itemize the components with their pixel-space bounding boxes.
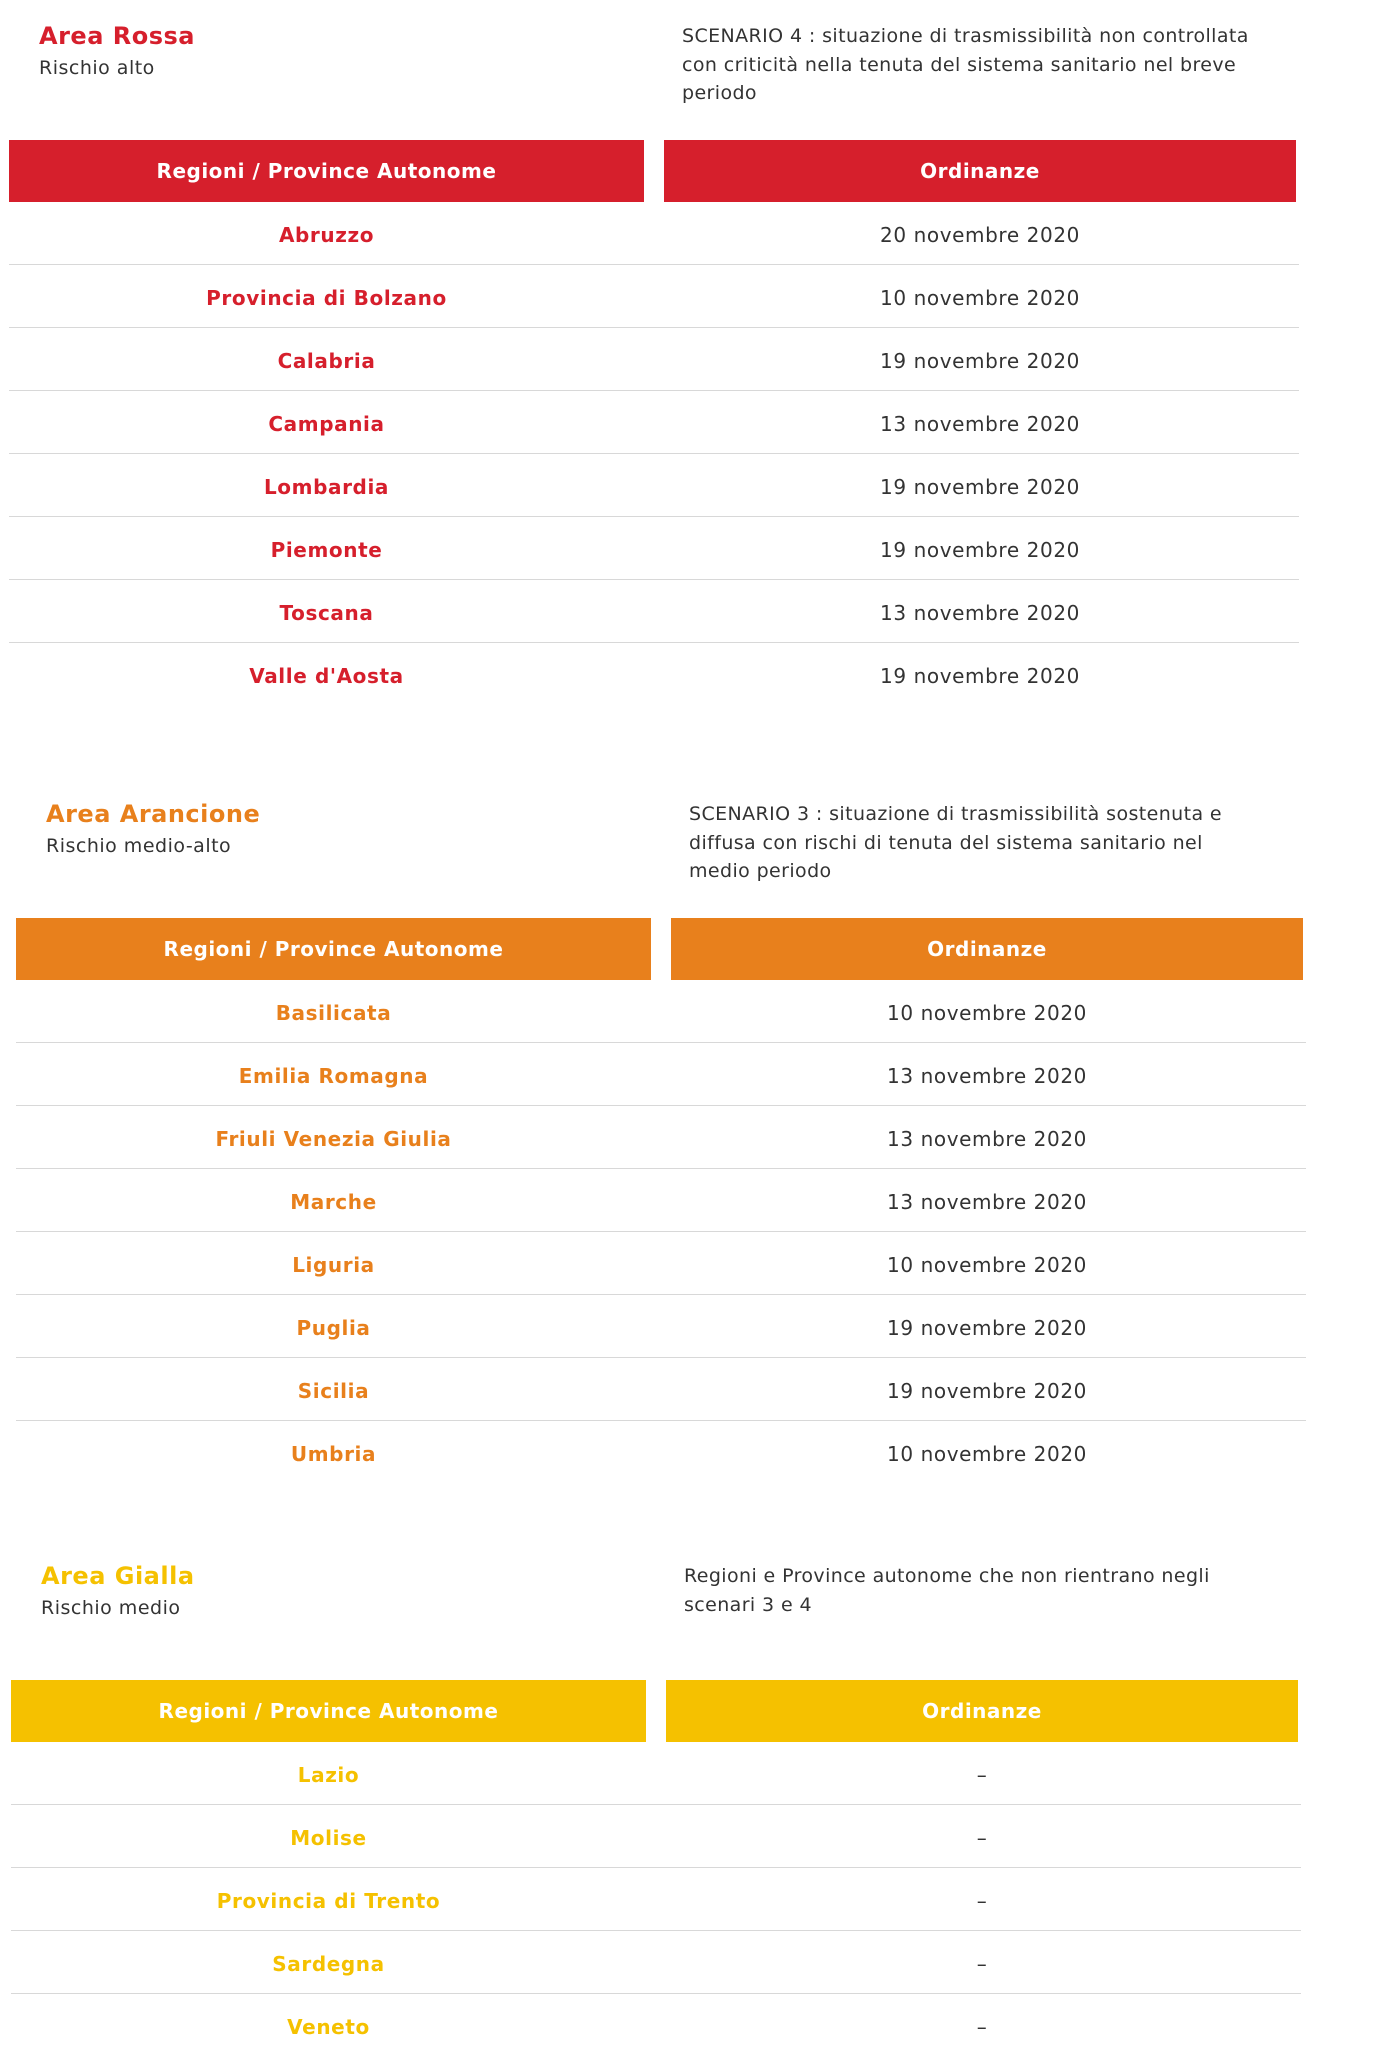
- region-name: Friuli Venezia Giulia: [215, 1127, 452, 1151]
- ordinance-date: 10 novembre 2020: [887, 1253, 1087, 1277]
- area-title: Area Rossa: [39, 22, 195, 50]
- column-header-ordinanze: Ordinanze: [666, 1680, 1298, 1742]
- region-name: Valle d'Aosta: [249, 664, 404, 688]
- ordinance-date: 13 novembre 2020: [887, 1190, 1087, 1214]
- region-name: Basilicata: [275, 1001, 392, 1025]
- ordinance-date: 13 novembre 2020: [880, 412, 1080, 436]
- risk-level: Rischio alto: [39, 57, 155, 79]
- table-row: [11, 1805, 1301, 1868]
- region-name: Abruzzo: [278, 223, 375, 247]
- table-row: [16, 1421, 1306, 1484]
- scenario-description: SCENARIO 3 : situazione di trasmissibilità sostenuta e diffusa con rischi di tenuta del sistema sanitario nel medio periodo: [689, 803, 1223, 882]
- column-header-region: Regioni / Province Autonome: [11, 1680, 646, 1742]
- table-header: [16, 918, 1306, 980]
- column-header-ordinanze: Ordinanze: [671, 918, 1303, 980]
- region-name: Puglia: [296, 1316, 371, 1340]
- table-row: [9, 580, 1299, 643]
- region-name: Provincia di Bolzano: [206, 286, 447, 310]
- area-gialla-section: [11, 1540, 1301, 2057]
- ordinance-date: 19 novembre 2020: [880, 538, 1080, 562]
- region-name: Molise: [290, 1826, 367, 1850]
- table-row: [11, 1868, 1301, 1931]
- table-body: [11, 1742, 1301, 2057]
- region-name: Marche: [290, 1190, 377, 1214]
- area-title: Area Gialla: [41, 1562, 195, 1590]
- region-name: Umbria: [290, 1442, 377, 1466]
- table-row: [16, 980, 1306, 1043]
- table-row: [16, 1043, 1306, 1106]
- ordinance-date: 10 novembre 2020: [880, 286, 1080, 310]
- table-row: [9, 328, 1299, 391]
- region-name: Piemonte: [270, 538, 383, 562]
- risk-level: Rischio medio-alto: [46, 835, 232, 857]
- table-body: [9, 202, 1299, 706]
- ordinance-date: 10 novembre 2020: [887, 1442, 1087, 1466]
- table-row: [11, 1742, 1301, 1805]
- ordinance-date: –: [976, 1763, 988, 1787]
- region-name: Sicilia: [297, 1379, 370, 1403]
- ordinance-date: 19 novembre 2020: [880, 664, 1080, 688]
- table-row: [16, 1232, 1306, 1295]
- column-header-region: Regioni / Province Autonome: [9, 140, 644, 202]
- area-rossa-section: [9, 0, 1299, 706]
- table-row: [9, 517, 1299, 580]
- column-header-region: Regioni / Province Autonome: [16, 918, 651, 980]
- table-row: [9, 265, 1299, 328]
- ordinance-date: 13 novembre 2020: [880, 601, 1080, 625]
- table-row: [11, 1931, 1301, 1994]
- ordinance-date: 20 novembre 2020: [880, 223, 1080, 247]
- table-row: [9, 454, 1299, 517]
- table-row: [16, 1295, 1306, 1358]
- ordinance-date: 13 novembre 2020: [887, 1064, 1087, 1088]
- section-header: [16, 778, 1306, 918]
- scenario-description: Regioni e Province autonome che non rientrano negli scenari 3 e 4: [684, 1565, 1210, 1616]
- scenario-description: SCENARIO 4 : situazione di trasmissibilità non controllata con criticità nella tenuta del sistema sanitario nel breve periodo: [682, 25, 1249, 104]
- ordinance-date: 19 novembre 2020: [887, 1379, 1087, 1403]
- ordinance-date: –: [976, 2015, 988, 2039]
- risk-level: Rischio medio: [41, 1597, 181, 1619]
- section-header: [9, 0, 1299, 140]
- ordinance-date: 10 novembre 2020: [887, 1001, 1087, 1025]
- ordinance-date: –: [976, 1952, 988, 1976]
- region-name: Sardegna: [272, 1952, 385, 1976]
- table-body: [16, 980, 1306, 1484]
- table-row: [9, 202, 1299, 265]
- area-arancione-section: [16, 778, 1306, 1484]
- region-name: Provincia di Trento: [216, 1889, 441, 1913]
- table-header: [11, 1680, 1301, 1742]
- region-name: Calabria: [277, 349, 376, 373]
- column-header-ordinanze: Ordinanze: [664, 140, 1296, 202]
- ordinance-date: 13 novembre 2020: [887, 1127, 1087, 1151]
- table-header: [9, 140, 1299, 202]
- table-row: [16, 1169, 1306, 1232]
- ordinance-date: 19 novembre 2020: [880, 349, 1080, 373]
- region-name: Lombardia: [263, 475, 390, 499]
- table-row: [16, 1358, 1306, 1421]
- region-name: Lazio: [297, 1763, 360, 1787]
- table-row: [11, 1994, 1301, 2057]
- region-name: Liguria: [292, 1253, 375, 1277]
- ordinance-date: 19 novembre 2020: [887, 1316, 1087, 1340]
- table-row: [16, 1106, 1306, 1169]
- ordinance-date: –: [976, 1826, 988, 1850]
- region-name: Campania: [268, 412, 385, 436]
- section-header: [11, 1540, 1301, 1680]
- region-name: Emilia Romagna: [238, 1064, 429, 1088]
- ordinance-date: –: [976, 1889, 988, 1913]
- region-name: Toscana: [279, 601, 374, 625]
- region-name: Veneto: [287, 2015, 370, 2039]
- ordinance-date: 19 novembre 2020: [880, 475, 1080, 499]
- table-row: [9, 391, 1299, 454]
- table-row: [9, 643, 1299, 706]
- area-title: Area Arancione: [46, 800, 261, 828]
